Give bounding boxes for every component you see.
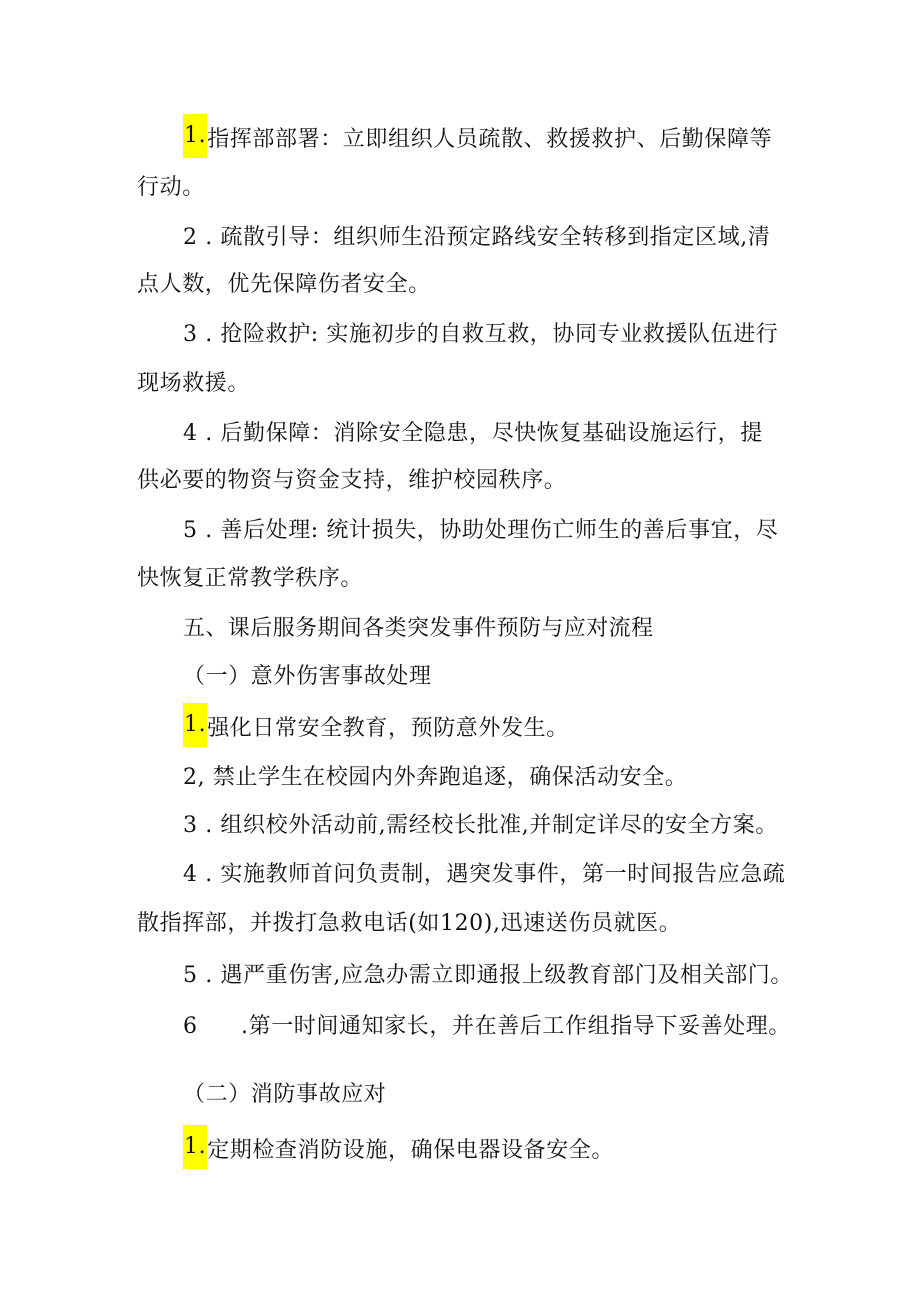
- item-text: 抢险救护: 实施初步的自救互救，协同专业救援队伍进行: [220, 322, 779, 347]
- subsection-1-title: （一）意外伤害事故处理: [183, 664, 432, 689]
- item-3-line-1: [183, 320, 778, 350]
- item-1-line-2: 行动。: [137, 175, 205, 200]
- item-text: 强化日常安全教育，预防意外发生。: [207, 716, 569, 741]
- sub1-item-6: [183, 1012, 791, 1042]
- item-3-line-2: 现场救援。: [137, 371, 251, 396]
- item-number: 4 .: [183, 862, 213, 887]
- item-text: .第一时间通知家长，并在善后工作组指导下妥善处理。: [241, 1014, 791, 1039]
- item-4-line-1: [183, 419, 763, 449]
- item-text: 善后处理: 统计损失，协助处理伤亡师生的善后事宜，尽: [220, 518, 779, 543]
- item-number: 5 .: [183, 963, 213, 988]
- item-number: 6: [183, 1014, 198, 1039]
- sub2-item-1: [183, 1133, 614, 1169]
- item-text: 禁止学生在校园内外奔跑追逐，确保活动安全。: [212, 765, 688, 790]
- highlighted-number: 1.: [183, 703, 207, 747]
- item-1-line-1: [183, 122, 772, 158]
- highlighted-number: 1.: [183, 1125, 207, 1169]
- item-number: 4 .: [183, 421, 213, 446]
- item-5-line-2: 快恢复正常教学秩序。: [137, 566, 364, 591]
- item-number: 3 .: [183, 322, 213, 347]
- item-text: 组织校外活动前,需经校长批准,并制定详尽的安全方案。: [220, 813, 778, 838]
- highlighted-number: 1.: [183, 114, 207, 158]
- item-number: 2,: [183, 765, 206, 790]
- item-number: 3 .: [183, 813, 213, 838]
- item-text: 后勤保障：消除安全隐患，尽快恢复基础设施运行，提: [220, 421, 763, 446]
- item-number: 2 .: [183, 225, 213, 250]
- sub1-item-2: [183, 763, 687, 793]
- item-4-line-2: 供必要的物资与资金支持，维护校园秩序。: [137, 468, 567, 493]
- section-title: 五、课后服务期间各类突发事件预防与应对流程: [183, 616, 654, 641]
- item-text: 疏散引导：组织师生沿预定路线安全转移到指定区域,清: [220, 225, 771, 250]
- sub1-item-3: [183, 811, 778, 841]
- item-5-line-1: [183, 516, 778, 546]
- item-text: 指挥部部署：立即组织人员疏散、救援救护、后勤保障等: [207, 127, 773, 152]
- item-text: 实施教师首问负责制，遇突发事件，第一时间报告应急疏: [220, 862, 786, 887]
- item-number: 5 .: [183, 518, 213, 543]
- item-text: 定期检查消防设施，确保电器设备安全。: [207, 1138, 615, 1163]
- sub1-item-1: [183, 711, 569, 747]
- item-2-line-2: 点人数，优先保障伤者安全。: [137, 272, 431, 297]
- item-2-line-1: [183, 223, 770, 253]
- sub1-item-5: [183, 961, 793, 991]
- item-text: 遇严重伤害,应急办需立即通报上级教育部门及相关部门。: [220, 963, 793, 988]
- sub1-item-4-line-1: [183, 860, 785, 890]
- sub1-item-4-line-2: 散指挥部，并拨打急救电话(如120),迅速送伤员就医。: [137, 911, 682, 936]
- subsection-2-title: （二）消防事故应对: [183, 1082, 387, 1107]
